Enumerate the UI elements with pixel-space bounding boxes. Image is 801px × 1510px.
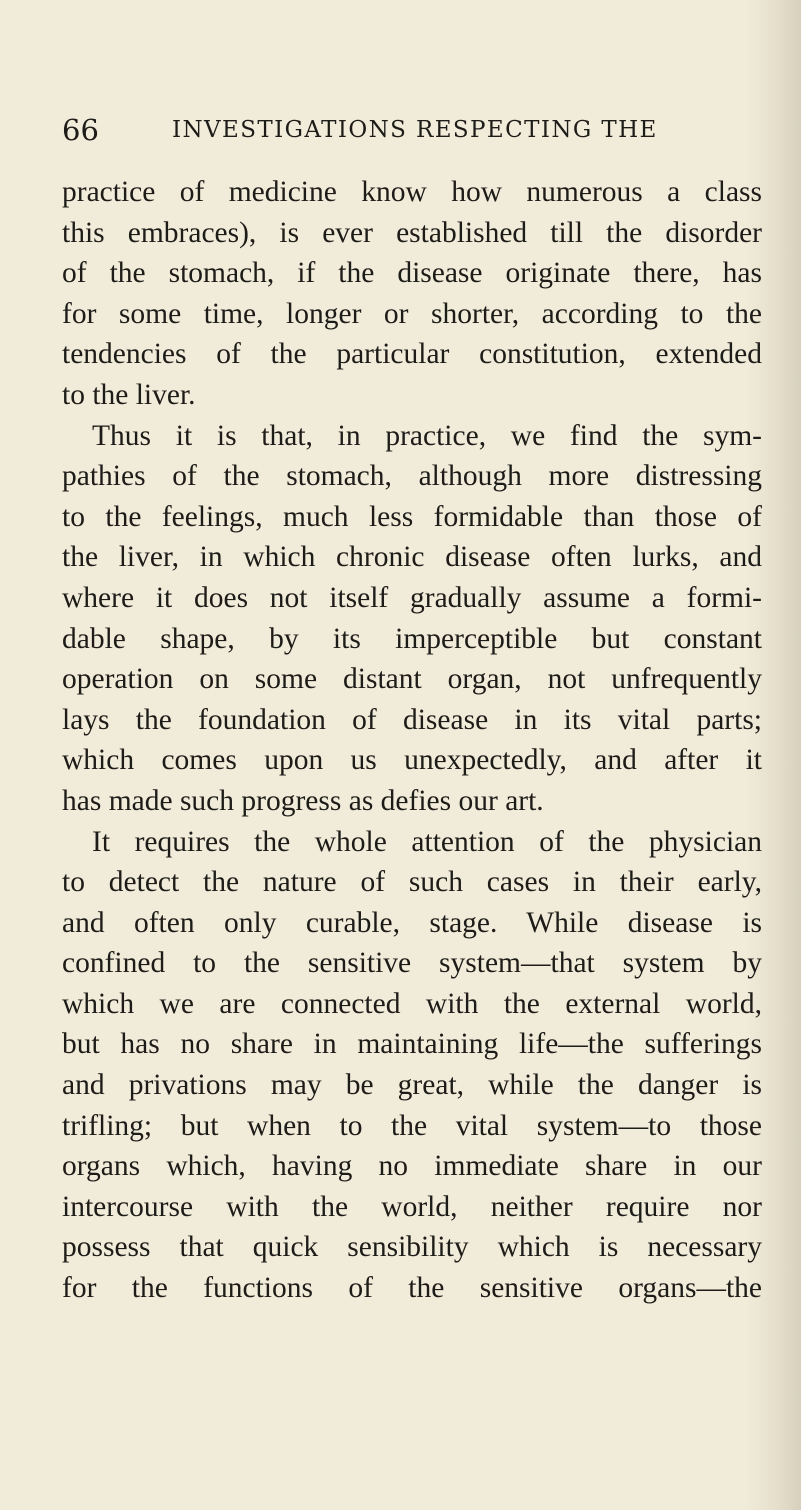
text-line: and often only curable, stage. While disease is — [62, 906, 762, 939]
text-line: intercourse with the world, neither require nor — [62, 1190, 762, 1223]
text-line: which comes upon us unexpectedly, and after it — [62, 744, 762, 777]
text-line: has made such progress as defies our art. — [62, 784, 544, 817]
text-line: practice of medicine know how numerous a class — [62, 176, 762, 208]
text-line: to the feelings, much less formidable than those of — [62, 500, 762, 533]
text-line: It requires the whole attention of the physician — [92, 825, 762, 858]
page-header — [62, 108, 762, 152]
text-line: dable shape, by its imperceptible but constant — [62, 622, 762, 655]
text-line: possess that quick sensibility which is necessary — [62, 1231, 762, 1264]
text-line: tendencies of the particular constitution, extended — [62, 338, 762, 371]
text-line: the liver, in which chronic disease often lurks, and — [62, 541, 762, 574]
text-line: but has no share in maintaining life—the sufferings — [62, 1028, 762, 1061]
text-line: operation on some distant organ, not unfrequently — [62, 663, 762, 696]
text-line: where it does not itself gradually assume a formi- — [62, 581, 762, 614]
text-line: Thus it is that, in practice, we find the sym- — [92, 419, 762, 452]
text-line: pathies of the stomach, although more distressing — [62, 460, 762, 493]
text-line: of the stomach, if the disease originate there, has — [62, 257, 762, 290]
text-line: trifling; but when to the vital system—to those — [62, 1109, 762, 1142]
text-line: organs which, having no immediate share in our — [62, 1150, 762, 1183]
text-line: to the liver. — [62, 378, 196, 411]
text-line: this embraces), is ever established till the disorder — [62, 216, 762, 249]
text-line: confined to the sensitive system—that system by — [62, 947, 762, 980]
text-line: for some time, longer or shorter, according to the — [62, 297, 762, 330]
text-line: to detect the nature of such cases in their early, — [62, 866, 762, 899]
text-line: which we are connected with the external world, — [62, 987, 762, 1020]
running-head: INVESTIGATIONS RESPECTING THE — [172, 117, 658, 143]
text-line: and privations may be great, while the danger is — [62, 1069, 762, 1102]
text-line: for the functions of the sensitive organs—the — [62, 1272, 762, 1305]
page-number: 66 — [62, 113, 99, 147]
text-line: lays the foundation of disease in its vital parts; — [62, 703, 762, 736]
body-text — [62, 172, 762, 1309]
